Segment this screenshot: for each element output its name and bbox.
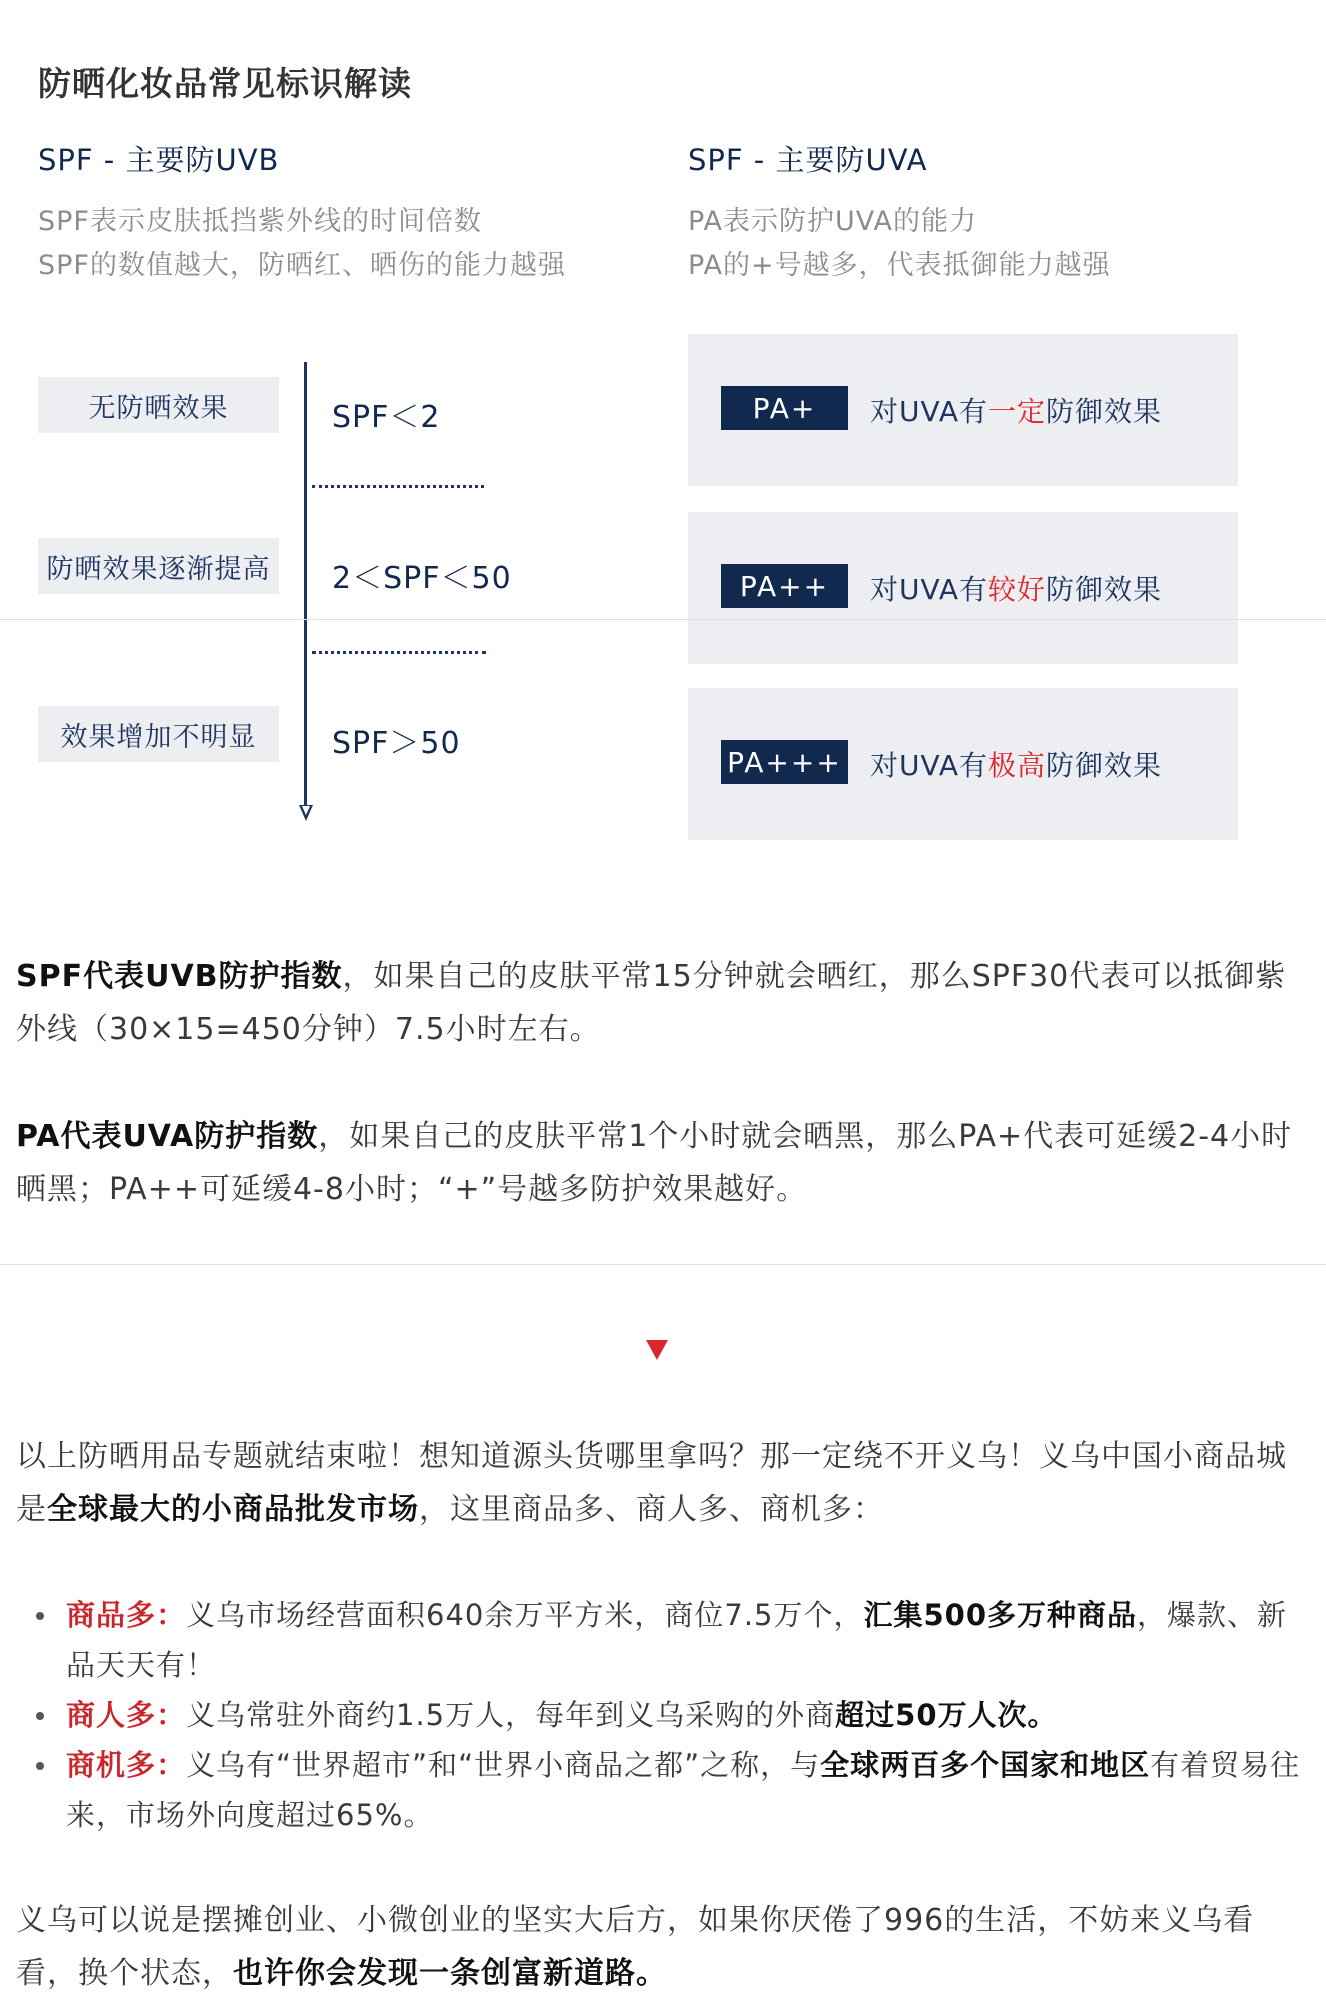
pa-badge: PA+: [721, 386, 848, 430]
paragraph-yiwu-closing: [16, 1894, 1316, 2000]
spf-range-mid: 2＜SPF＜50: [332, 561, 512, 596]
paragraph-bold: 也许你会发现一条创富新道路。: [233, 1956, 667, 1991]
paragraph-body: ，这里商品多、商人多、商机多：: [419, 1492, 884, 1527]
pa-text-highlight: 较好: [988, 573, 1047, 606]
pa-card-text: [870, 390, 1162, 430]
dotted-divider: [312, 651, 486, 654]
list-item: [66, 1740, 1311, 1840]
spf-description: [38, 200, 566, 288]
pa-column-heading: SPF - 主要防UVA: [688, 143, 928, 177]
paragraph-bold-lead: PA代表UVA防护指数: [16, 1119, 319, 1154]
spf-tag-improving: 防晒效果逐渐提高: [38, 538, 279, 594]
pa-text-highlight: 极高: [988, 749, 1047, 782]
pa-text-highlight: 一定: [988, 395, 1047, 428]
spf-column-heading: SPF - 主要防UVB: [38, 143, 280, 177]
dotted-divider: [312, 485, 484, 488]
bullet-text: 义乌市场经营面积640余万平方米，商位7.5万个，: [186, 1598, 864, 1632]
pa-badge: PA++: [721, 564, 848, 608]
paragraph-pa-explainer: [16, 1110, 1316, 1216]
paragraph-body: ，如果自己的皮肤平常15分钟就会晒红，那么SPF30代表可以抵御紫外线（30×15=450分钟）7.5小时左右。: [16, 959, 1287, 1047]
bullet-label: 商人多：: [66, 1698, 187, 1732]
paragraph-yiwu-intro: [16, 1430, 1316, 1536]
pa-desc-line-1: PA表示防护UVA的能力: [688, 206, 978, 237]
spf-desc-line-1: SPF表示皮肤抵挡紫外线的时间倍数: [38, 206, 482, 237]
pa-text-pre: 对UVA有: [870, 395, 989, 428]
pa-text-post: 防御效果: [1046, 573, 1163, 606]
bullet-text: 义乌常驻外商约1.5万人，每年到义乌采购的外商: [186, 1698, 836, 1732]
paragraph-body: 义乌可以说是摆摊创业、小微创业的坚实大后方，如果你厌倦了996的生活，不妨来义乌看看，换个状态，: [16, 1903, 1255, 1991]
yiwu-bullet-list: [66, 1590, 1311, 1840]
triangle-down-icon: [646, 1340, 668, 1360]
bullet-bold: 汇集500多万种商品: [863, 1598, 1138, 1632]
bullet-text: ，爆款、新品天天有！: [66, 1598, 1288, 1682]
paragraph-spf-explainer: [16, 950, 1316, 1056]
pa-text-post: 防御效果: [1046, 395, 1163, 428]
bullet-text: 有着贸易往来，市场外向度超过65%。: [66, 1748, 1301, 1832]
list-item: [66, 1690, 1311, 1740]
section-divider: [0, 1264, 1326, 1265]
bullet-text: 义乌有“世界超市”和“世界小商品之都”之称，与: [186, 1748, 821, 1782]
paragraph-bold: 全球最大的小商品批发市场: [47, 1492, 419, 1527]
spf-tag-no-effect: 无防晒效果: [38, 377, 279, 433]
bullet-bold: 超过50万人次。: [835, 1698, 1058, 1732]
pa-text-pre: 对UVA有: [870, 573, 989, 606]
pa-card-1: [688, 334, 1238, 486]
pa-card-2: [688, 512, 1238, 664]
image-seam-line: [0, 619, 1326, 620]
arrow-down-icon-inner: [302, 806, 310, 815]
bullet-label: 商品多：: [66, 1598, 187, 1632]
paragraph-body: 以上防晒用品专题就结束啦！想知道源头货哪里拿吗？那一定绕不开义乌！义乌中国小商品城是: [16, 1439, 1287, 1527]
pa-card-text: [870, 568, 1162, 608]
spf-range-low: SPF＜2: [332, 400, 441, 435]
paragraph-body: ，如果自己的皮肤平常1个小时就会晒黑，那么PA+代表可延缓2-4小时晒黑；PA++可延缓4-8小时；“+”号越多防护效果越好。: [16, 1119, 1293, 1207]
spf-scale-axis: [304, 362, 307, 812]
spf-range-high: SPF＞50: [332, 726, 461, 761]
pa-card-text: [870, 744, 1162, 784]
pa-desc-line-2: PA的+号越多，代表抵御能力越强: [688, 250, 1111, 281]
pa-badge: PA+++: [721, 740, 848, 784]
infographic-title: 防晒化妆品常见标识解读: [38, 64, 412, 103]
list-item: [66, 1590, 1311, 1690]
pa-description: [688, 200, 1111, 288]
bullet-label: 商机多：: [66, 1748, 187, 1782]
spf-tag-not-obvious: 效果增加不明显: [38, 706, 279, 762]
pa-text-pre: 对UVA有: [870, 749, 989, 782]
pa-card-3: [688, 688, 1238, 840]
spf-desc-line-2: SPF的数值越大，防晒红、晒伤的能力越强: [38, 250, 566, 281]
bullet-bold: 全球两百多个国家和地区: [820, 1748, 1151, 1782]
pa-text-post: 防御效果: [1046, 749, 1163, 782]
paragraph-bold-lead: SPF代表UVB防护指数: [16, 959, 343, 994]
